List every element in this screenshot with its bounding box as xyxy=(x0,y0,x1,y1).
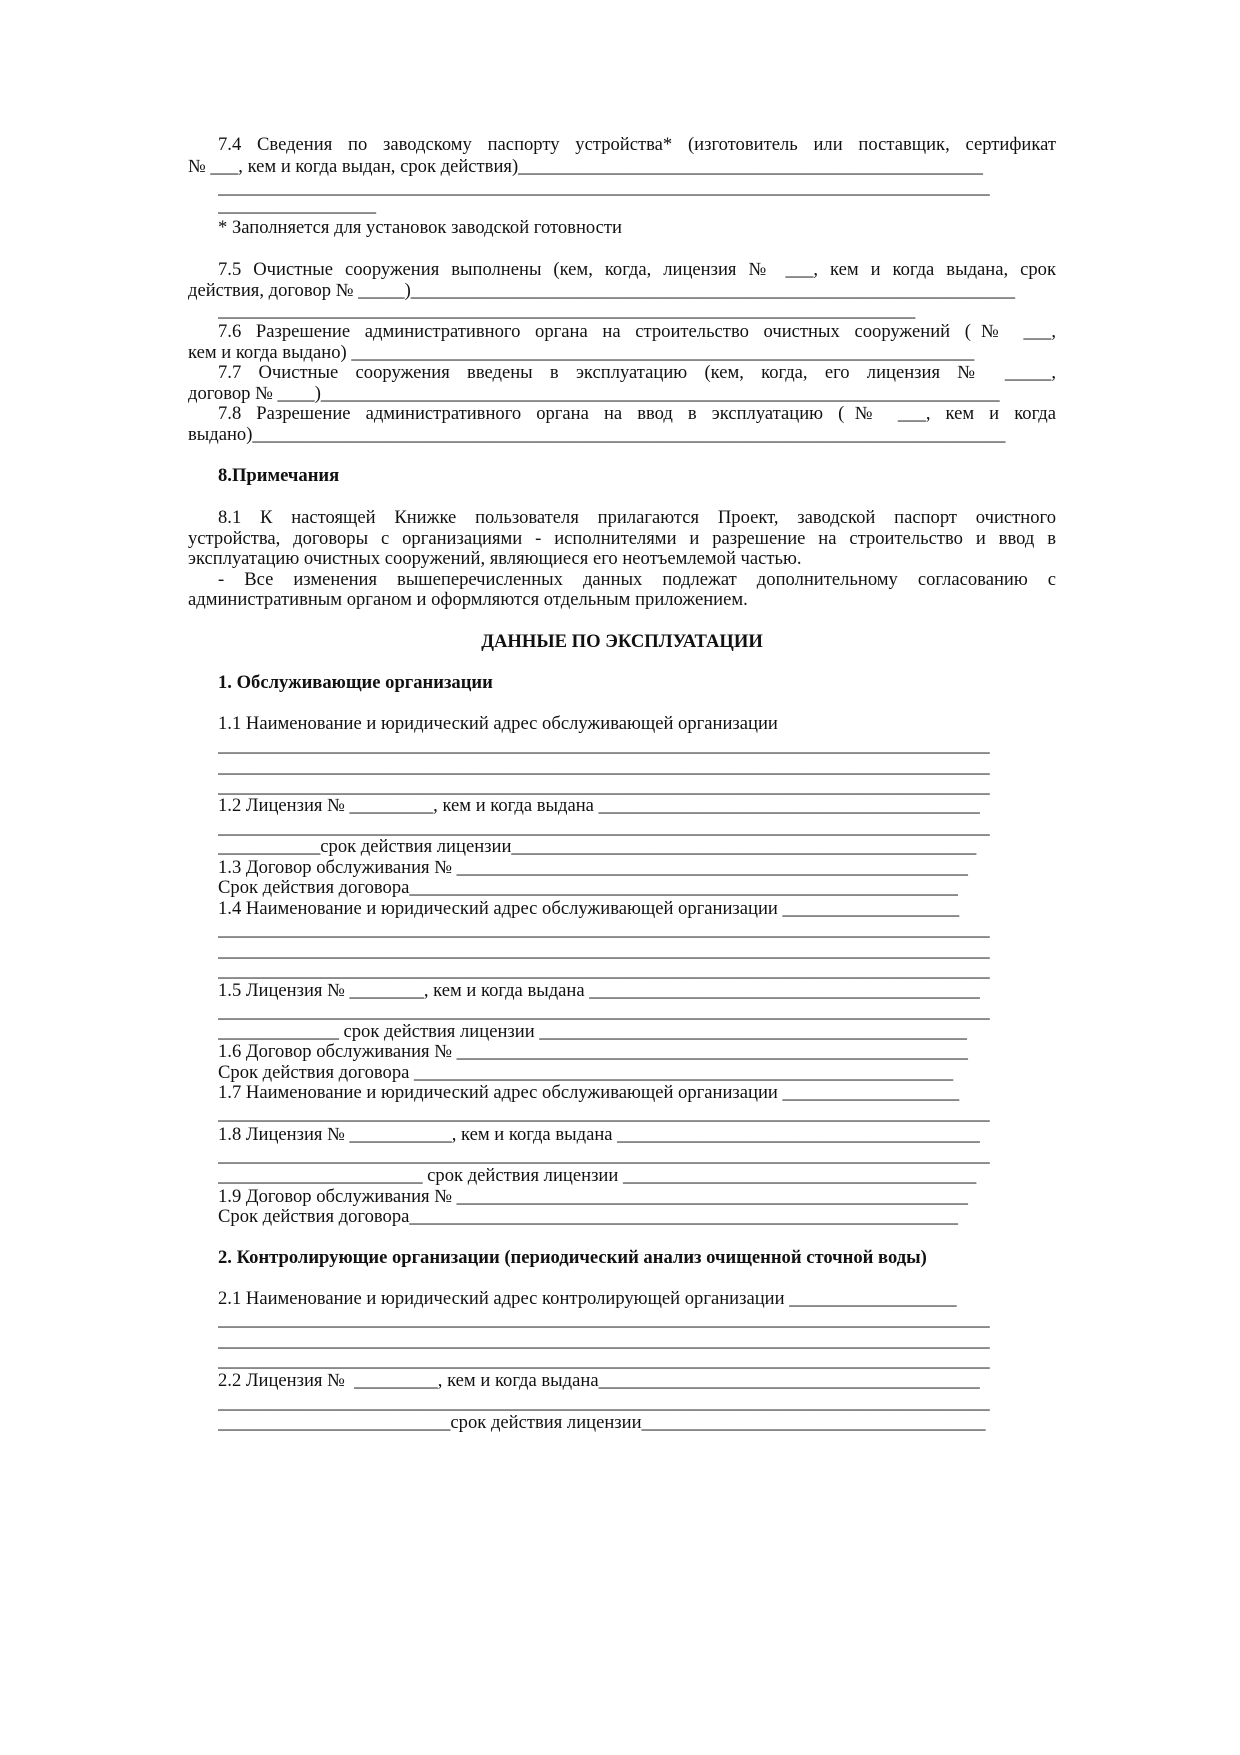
fill-line: ___________________________________________________________________________________ xyxy=(218,1309,990,1330)
fill-line: ___________________________________________________________________________________ xyxy=(218,1103,990,1124)
fill-line: ___________________________________________________________________________________ xyxy=(218,817,990,838)
item-1-5: 1.5 Лицензия № ________, кем и когда выдана __________________________________________ xyxy=(218,980,980,1001)
item-1-4: 1.4 Наименование и юридический адрес обслуживающей организации ___________________ xyxy=(218,898,960,919)
item-8-2-line-2: административным органом и оформляются отдельным приложением. xyxy=(188,589,748,610)
fill-line: ___________________________________________________________________________________ xyxy=(218,1350,990,1371)
item-1-9: 1.9 Договор обслуживания № _______________________________________________________ xyxy=(218,1186,968,1207)
item-8-1-line-3: эксплуатацию очистных сооружений, являющиеся его неотъемлемой частью. xyxy=(188,548,802,569)
item-1-7: 1.7 Наименование и юридический адрес обслуживающей организации ___________________ xyxy=(218,1082,960,1103)
fill-line: ___________________________________________________________________________________ xyxy=(218,940,990,961)
fill-line: ___________________________________________________________________________________ xyxy=(218,1145,990,1166)
item-8-2-line-1: - Все изменения вышеперечисленных данных подлежат дополнительному согласованию с xyxy=(218,569,1056,590)
item-1-8: 1.8 Лицензия № ___________, кем и когда выдана _______________________________________ xyxy=(218,1124,980,1145)
item-1-6: 1.6 Договор обслуживания № _______________________________________________________ xyxy=(218,1041,968,1062)
section-1-title: 1. Обслуживающие организации xyxy=(218,672,493,693)
item-1-2: 1.2 Лицензия № _________, кем и когда выдана _________________________________________ xyxy=(218,795,980,816)
footnote: * Заполняется для установок заводской готовности xyxy=(218,217,623,238)
item-8-1-line-2: устройства, договоры с организациями - исполнителями и разрешение на строительство и ввод в xyxy=(188,528,1056,549)
item-2-1: 2.1 Наименование и юридический адрес контролирующей организации __________________ xyxy=(218,1288,957,1309)
item-1-1: 1.1 Наименование и юридический адрес обслуживающей организации xyxy=(218,713,778,734)
operations-heading: ДАННЫЕ ПО ЭКСПЛУАТАЦИИ xyxy=(481,631,763,652)
item-7-8-line-1: 7.8 Разрешение административного органа на ввод в эксплуатацию (№ ___, кем и когда xyxy=(218,403,1056,424)
item-1-8-validity: ______________________ срок действия лицензии ______________________________________ xyxy=(218,1165,977,1186)
item-2-2: 2.2 Лицензия № _________, кем и когда выдана_________________________________________ xyxy=(218,1370,980,1391)
item-1-2-validity: ___________срок действия лицензии__________________________________________________ xyxy=(218,836,977,857)
section-8-title: 8.Примечания xyxy=(218,465,340,486)
item-7-4-line-2: № ___, кем и когда выдан, срок действия)__________________________________________________ xyxy=(188,156,983,177)
fill-line: ___________________________________________________________________________________ xyxy=(218,776,990,797)
item-7-6-line-1: 7.6 Разрешение административного органа на строительство очистных сооружений (№ ___, xyxy=(218,321,1056,342)
item-1-9-validity: Срок действия договора___________________________________________________________ xyxy=(218,1206,958,1227)
item-7-5-line-1: 7.5 Очистные сооружения выполнены (кем, когда, лицензия № ___, кем и когда выдана, срок xyxy=(218,259,1056,280)
item-2-2-validity: _________________________срок действия лицензии_____________________________________ xyxy=(218,1412,986,1433)
fill-line: ___________________________________________________________________________________ xyxy=(218,756,990,777)
item-1-6-validity: Срок действия договора __________________________________________________________ xyxy=(218,1062,954,1083)
item-7-4-fill-line: ___________________________________________________________________________________ xyxy=(218,177,990,198)
item-8-1-line-1: 8.1 К настоящей Книжке пользователя прилагаются Проект, заводской паспорт очистного xyxy=(218,507,1056,528)
item-7-5-fill-line: ___________________________________________________________________________ xyxy=(218,300,916,321)
fill-line: ___________________________________________________________________________________ xyxy=(218,1330,990,1351)
fill-line: ___________________________________________________________________________________ xyxy=(218,1392,990,1413)
section-2-title: 2. Контролирующие организации (периодический анализ очищенной сточной воды) xyxy=(218,1247,927,1268)
item-1-5-validity: _____________ срок действия лицензии ______________________________________________ xyxy=(218,1021,967,1042)
item-7-8-line-2: выдано)_________________________________________________________________________________ xyxy=(188,424,1006,445)
item-7-7-line-1: 7.7 Очистные сооружения введены в эксплуатацию (кем, когда, его лицензия № _____, xyxy=(218,362,1056,383)
fill-line: ___________________________________________________________________________________ xyxy=(218,735,990,756)
item-7-7-line-2: договор № ____)_________________________________________________________________________ xyxy=(188,383,1000,404)
item-7-4-line-1: 7.4 Сведения по заводскому паспорту устройства* (изготовитель или поставщик, сертификат xyxy=(218,134,1056,155)
fill-line: ___________________________________________________________________________________ xyxy=(218,960,990,981)
item-1-3-validity: Срок действия договора___________________________________________________________ xyxy=(218,877,958,898)
fill-line: ___________________________________________________________________________________ xyxy=(218,919,990,940)
footnote-rule: _________________ xyxy=(218,195,377,216)
item-1-3: 1.3 Договор обслуживания № _______________________________________________________ xyxy=(218,857,968,878)
item-7-6-line-2: кем и когда выдано) ___________________________________________________________________ xyxy=(188,342,975,363)
fill-line: ___________________________________________________________________________________ xyxy=(218,1001,990,1022)
item-7-5-line-2: действия, договор № _____)_________________________________________________________________ xyxy=(188,280,1016,301)
